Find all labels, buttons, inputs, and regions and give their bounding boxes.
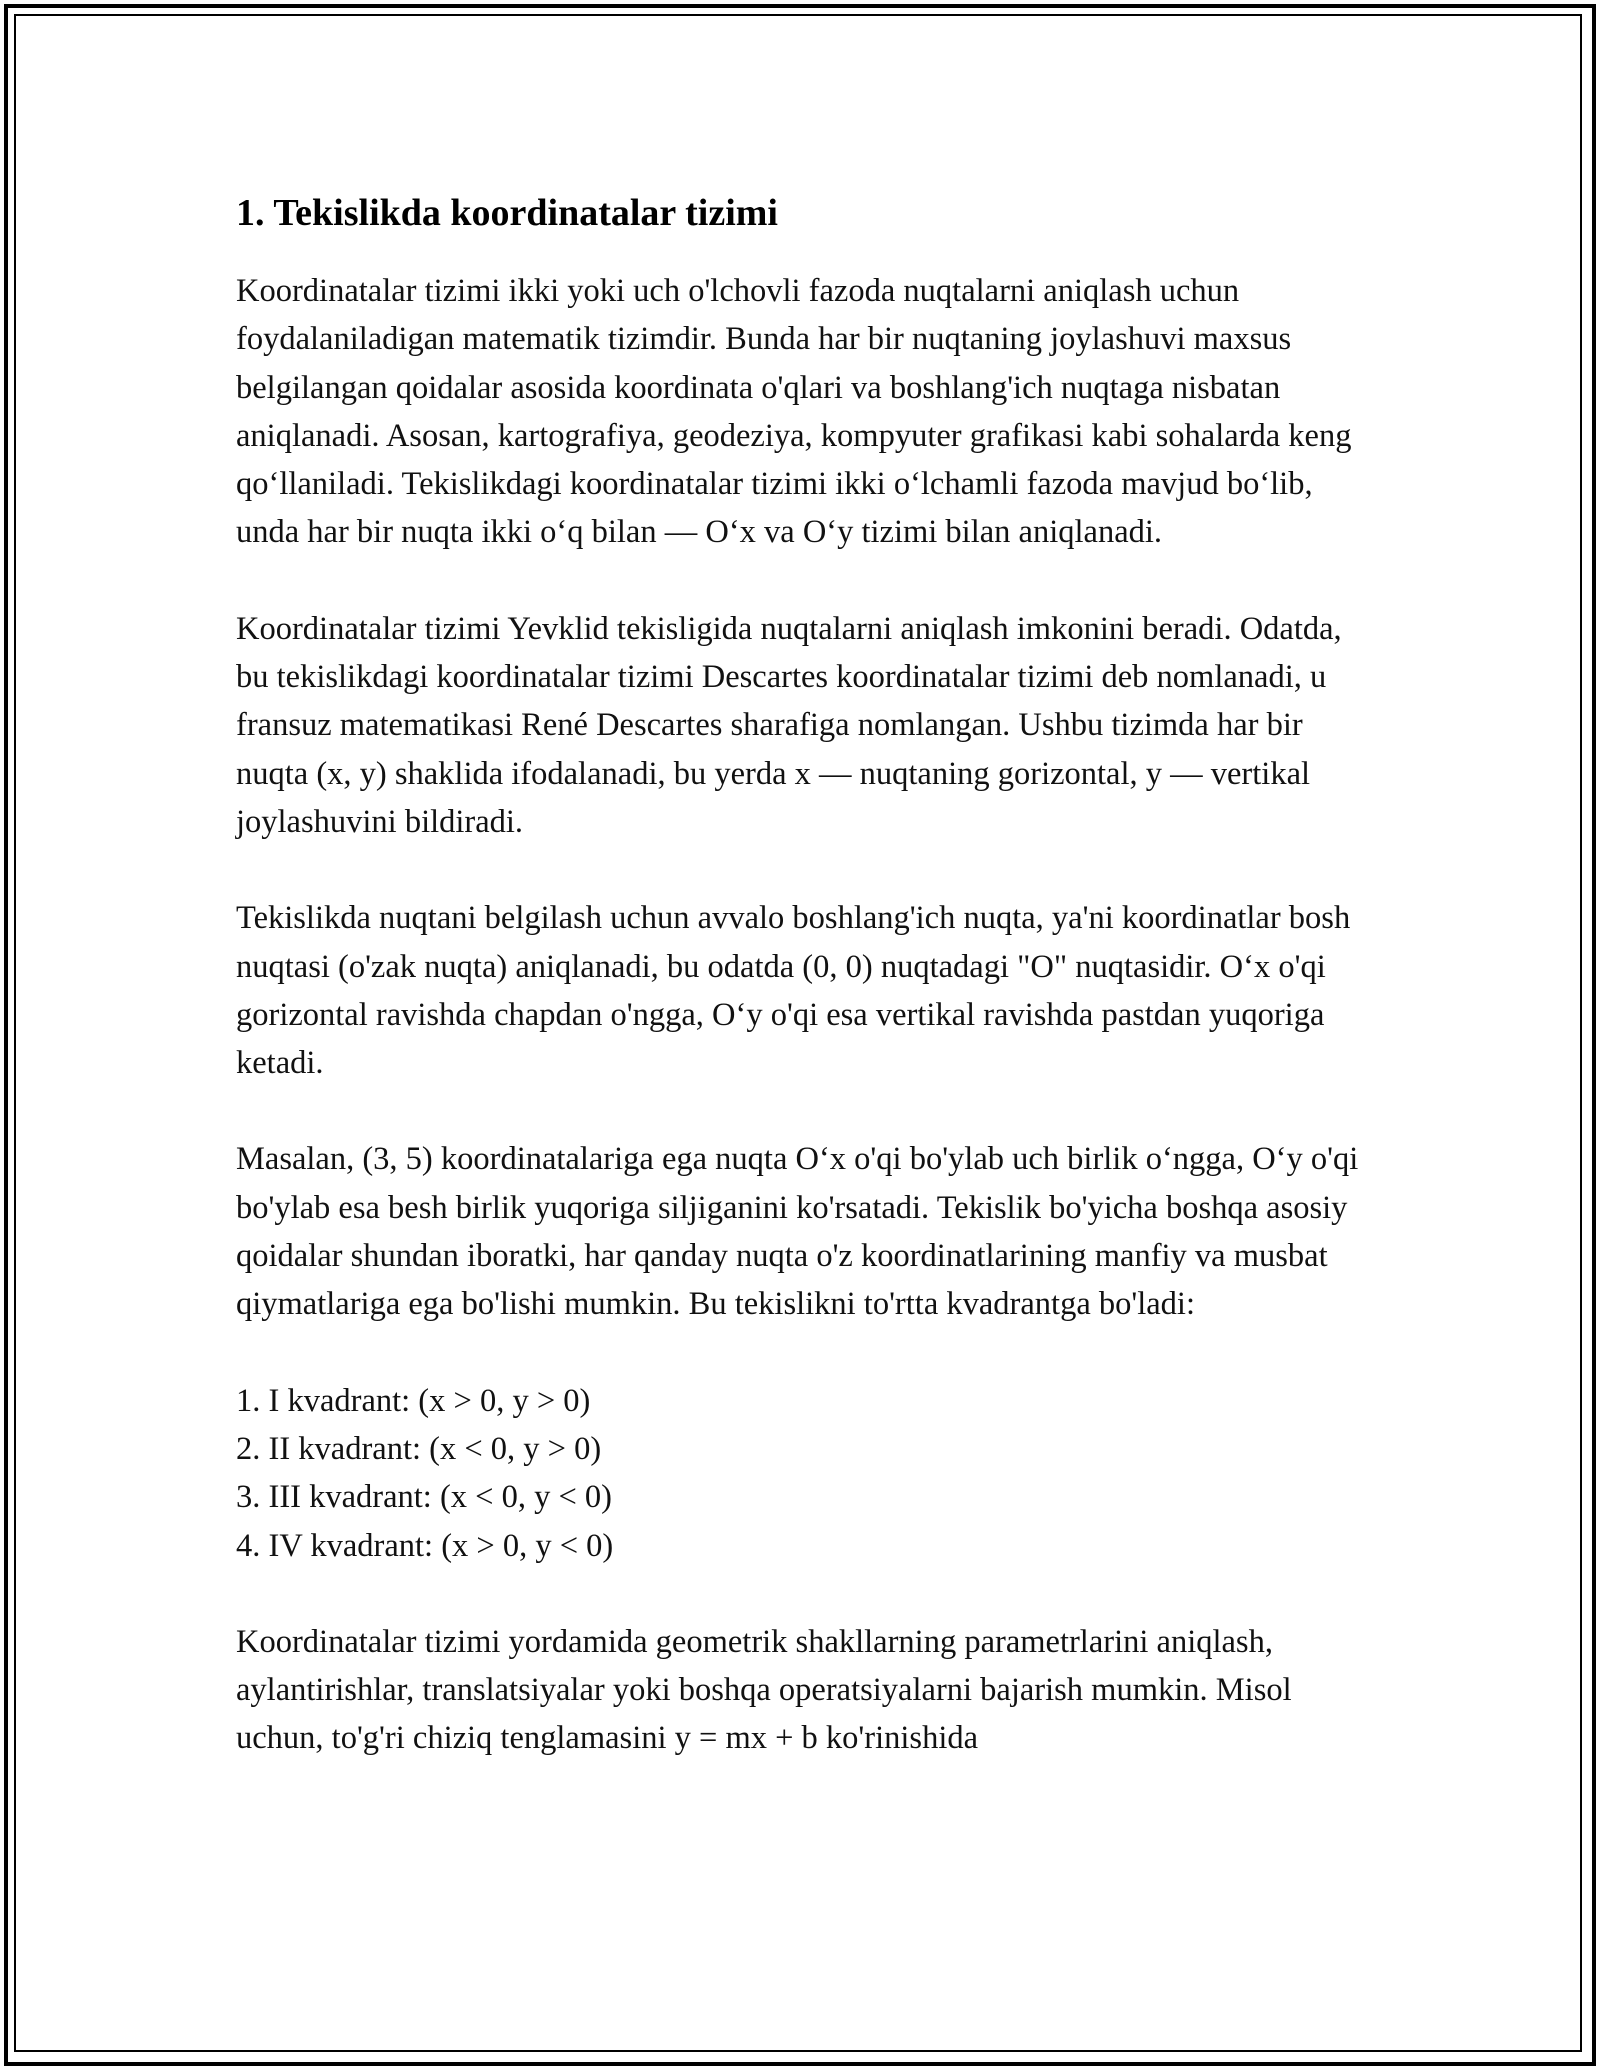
quadrant-item-3: 3. III kvadrant: (x < 0, y < 0) [236, 1479, 613, 1516]
paragraph-example: Masalan, (3, 5) koordinatalariga ega nuqta O‘x o'qi bo'ylab uch birlik o‘ngga, O‘y o'qi bo'ylab esa besh birlik yuqoriga siljiganini ko'rsatadi. Tekislik bo'yicha boshqa asosiy qoidalar shundan iboratki, har qanday nuqta o'z koordinatlarining manfiy va musbat qiymatlariga ega bo'lishi mumkin. Bu tekislikni to'rtta kvadrantga bo'ladi: [236, 1141, 1359, 1323]
paragraph-descartes: Koordinatalar tizimi Yevklid tekisligida nuqtalarni aniqlash imkonini beradi. Odatda, bu tekislikdagi koordinatalar tizimi Descartes koordinatalar tizimi deb nomlanadi, u fransuz matematikasi René Descartes sharafiga nomlangan. Ushbu tizimda har bir nuqta (x, y) shaklida ifodalanadi, bu yerda x — nuqtaning gorizontal, y — vertikal joylashuvini bildiradi. [236, 610, 1342, 840]
quadrant-item-1: 1. I kvadrant: (x > 0, y > 0) [236, 1382, 591, 1419]
quadrant-item-4: 4. IV kvadrant: (x > 0, y < 0) [236, 1527, 614, 1564]
paragraph-intro: Koordinatalar tizimi ikki yoki uch o'lchovli fazoda nuqtalarni aniqlash uchun foydalaniladigan matematik tizimdir. Bunda har bir nuqtaning joylashuvi maxsus belgilangan qoidalar asosida koordinata o'qlari va boshlang'ich nuqtaga nisbatan aniqlanadi. Asosan, kartografiya, geodeziya, kompyuter grafikasi kabi sohalarda keng qo‘llaniladi. Tekislikdagi koordinatalar tizimi ikki o‘lchamli fazoda mavjud bo‘lib, unda har bir nuqta ikki o‘q bilan — O‘x va O‘y tizimi bilan aniqlanadi. [236, 273, 1352, 551]
section-title: 1. Tekislikda koordinatalar tizimi [236, 192, 778, 234]
quadrant-list [236, 1377, 1376, 1570]
document-body [236, 186, 1376, 1811]
quadrant-item-2: 2. II kvadrant: (x < 0, y > 0) [236, 1430, 602, 1467]
paragraph-closing: Koordinatalar tizimi yordamida geometrik shakllarning parametrlarini aniqlash, aylantirishlar, translatsiyalar yoki boshqa operatsiyalarni bajarish mumkin. Misol uchun, to'g'ri chiziq tenglamasini y = mx + b ko'rinishida [236, 1623, 1292, 1757]
paragraph-origin: Tekislikda nuqtani belgilash uchun avvalo boshlang'ich nuqta, ya'ni koordinatlar bosh nuqtasi (o'zak nuqta) aniqlanadi, bu odatda (0, 0) nuqtadagi "O" nuqtasidir. O‘x o'qi gorizontal ravishda chapdan o'ngga, O‘y o'qi esa vertikal ravishda pastdan yuqoriga ketadi. [236, 900, 1351, 1082]
